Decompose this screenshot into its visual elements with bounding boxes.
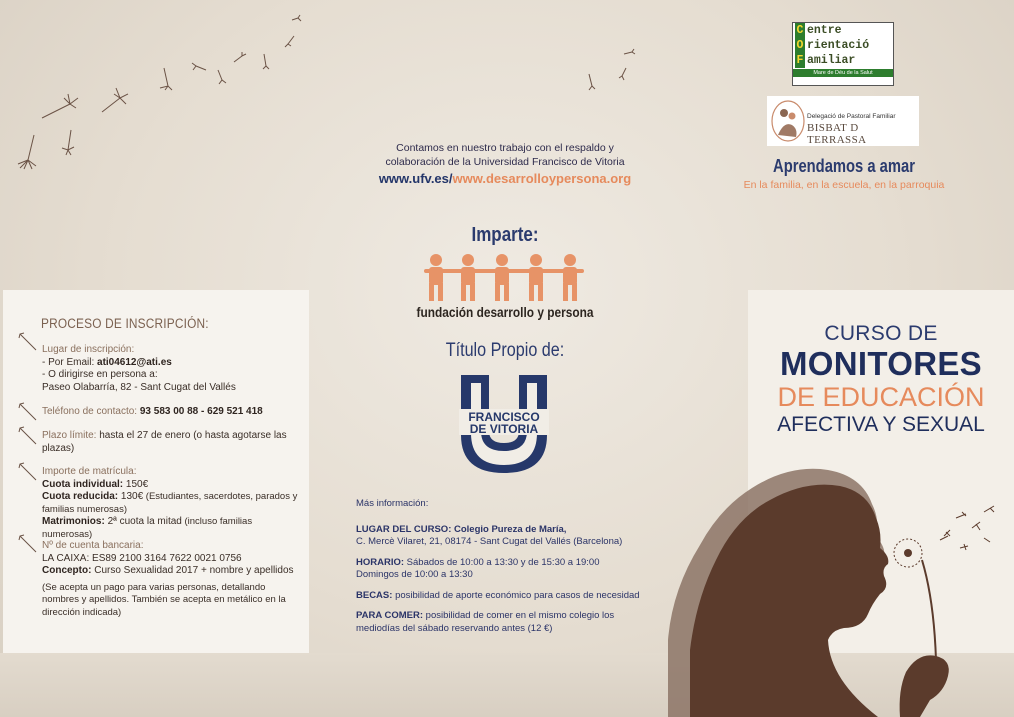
course-title-line3: DE EDUCACIÓN — [777, 382, 985, 412]
cof-logo: C entre O rientació F amiliar Mare de Déu de la Salut — [792, 22, 894, 86]
bisbat-title: BISBAT D TERRASSA — [807, 122, 867, 146]
aprendamos-subtitle: En la familia, en la escuela, en la parroquia — [743, 179, 945, 191]
ufv-logo-line3: Madrid — [492, 452, 516, 461]
course-title-line2: MONITORES — [780, 345, 982, 382]
course-title-line4: AFECTIVA Y SEXUAL — [777, 413, 985, 436]
support-line: colaboración de la Universidad Francisco de Vitoria — [385, 156, 625, 168]
desarrollo-url[interactable]: www.desarrolloypersona.org — [452, 171, 632, 186]
ufv-logo-line2: DE VITORIA — [469, 422, 539, 436]
info-comer: PARA COMER: posibilidad de comer en el mismo colegio los mediodías del sábado reservando antes (12 €) — [356, 610, 615, 634]
imparte-heading: Imparte: — [471, 224, 539, 246]
info-title: Más información: — [356, 498, 429, 509]
info-horario: HORARIO: Sábados de 10:00 a 13:30 y de 15:30 a 19:00 Domingos de 10:00 a 13:30 — [356, 556, 600, 580]
fundacion-name: fundación desarrollo y persona — [416, 305, 594, 320]
titulo-propio-heading: Título Propio de: — [445, 340, 565, 361]
aprendamos-title: Aprendamos a amar — [773, 156, 915, 176]
info-lugar: LUGAR DEL CURSO: Colegio Pureza de María, C. Mercè Vilaret, 21, 08174 - Sant Cugat del Vallés (Barcelona) — [356, 523, 623, 547]
ufv-url[interactable]: www.ufv.es/ — [378, 171, 453, 186]
inscripcion-heading: PROCESO DE INSCRIPCIÓN: — [41, 316, 209, 331]
support-line: Contamos en nuestro trabajo con el respaldo y — [396, 142, 614, 154]
importe-matricula: Importe de matrícula: Cuota individual: 150€ Cuota reducida: 130€ (Estudiantes, sacerdotes, parados y familias numerosas) Matrimonios: 2ª cuota la mitad (incluso familias numerosas) — [42, 466, 298, 540]
cuenta-bancaria: Nº de cuenta bancaria: LA CAIXA: ES89 2100 3164 7622 0021 0756 Concepto: Curso Sexualidad 2017 + nombre y apellidos (Se acepta un pago para varias personas, detallando nombres y apellidos. También se acepta en metálico en la dirección indicada) — [42, 540, 294, 618]
telefono: Teléfono de contacto: 93 583 00 88 - 629 521 418 — [42, 406, 263, 417]
plazo-limite: Plazo límite: hasta el 27 de enero (o hasta agotarse las plazas) — [42, 430, 287, 454]
email-link[interactable]: ati04612@ati.es — [97, 356, 172, 368]
bisbat-subtitle: Delegació de Pastoral Familiar — [807, 113, 896, 120]
ufv-logo-line1: FRANCISCO — [468, 410, 540, 424]
lugar-inscripcion: Lugar de inscripción: - Por Email: ati04612@ati.es - O dirigirse en persona a: Paseo Olabarría, 82 - Sant Cugat del Vallés — [42, 344, 236, 393]
course-title-line1: CURSO DE — [824, 322, 938, 345]
info-becas: BECAS: posibilidad de aporte económico para casos de necesidad — [356, 589, 640, 601]
